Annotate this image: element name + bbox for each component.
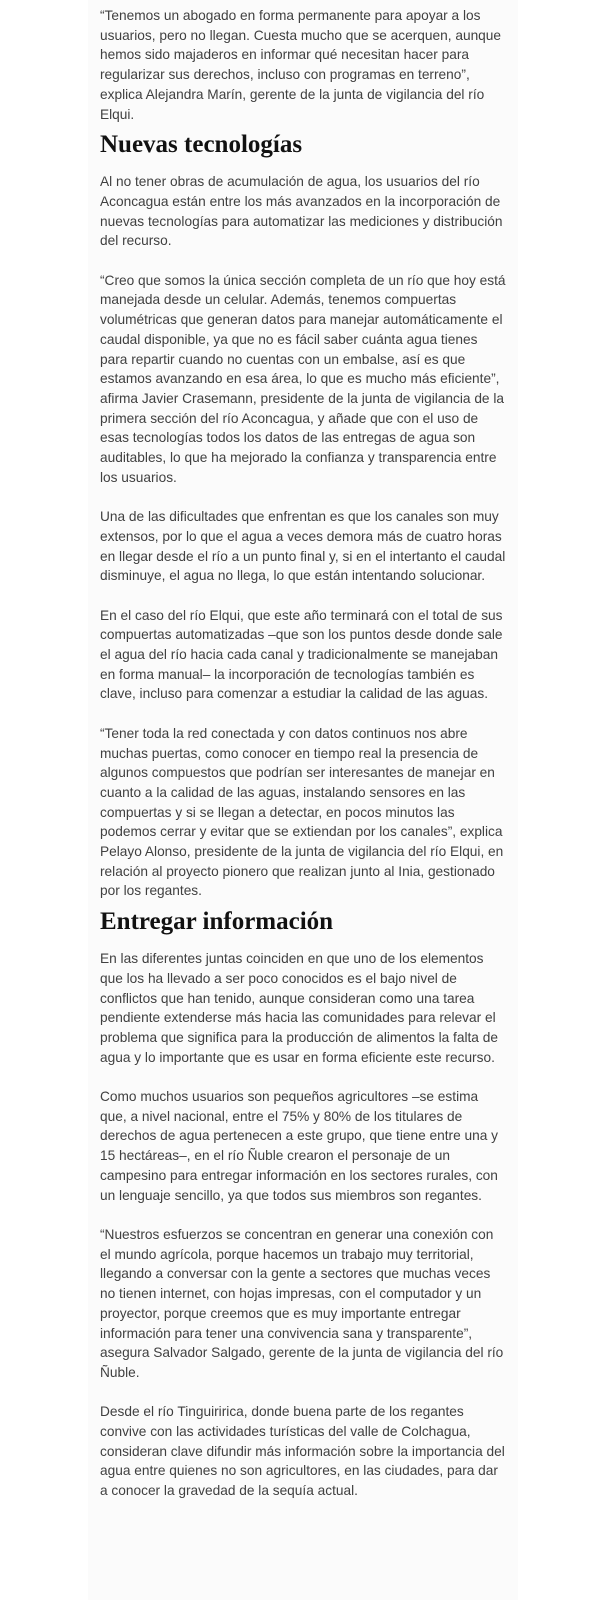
- paragraph: “Creo que somos la única sección completa de un río que hoy está manejada desde un celular. Además, tenemos compuertas volumétricas que generan datos para manejar automáticamente el caudal disponible, ya que no es fácil saber cuánta agua tienes para repartir cuando no cuentas con un embalse, así es que estamos avanzando en esa área, lo que es mucho más eficiente”, afirma Javier Crasemann, presidente de la junta de vigilancia de la primera sección del río Aconcagua, y añade que con el uso de esas tecnologías todos los datos de las entregas de agua son auditables, lo que ha mejorado la confianza y transparencia entre los usuarios.: [100, 272, 506, 485]
- paragraph: En las diferentes juntas coinciden en que uno de los elementos que los ha llevado a ser poco conocidos es el bajo nivel de conflictos que han tenido, aunque consideran como una tarea pendiente extenderse más hacia las comunidades para relevar el problema que significa para la producción de alimentos la falta de agua y lo importante que es usar en forma eficiente este recurso.: [100, 951, 498, 1065]
- paragraph-intro-quote: “Tenemos un abogado en forma permanente para apoyar a los usuarios, pero no llegan. Cuesta mucho que se acerquen, aunque hemos sido majaderos en informar qué necesitan hacer para regularizar sus derechos, incluso con programas en terreno”, explica Alejandra Marín, gerente de la junta de vigilancia del río Elqui.: [100, 8, 502, 122]
- paragraph: Al no tener obras de acumulación de agua, los usuarios del río Aconcagua están entre los más avanzados en la incorporación de nuevas tecnologías para automatizar las mediciones y distribución del recurso.: [100, 174, 503, 249]
- paragraph: En el caso del río Elqui, que este año terminará con el total de sus compuertas automatizadas –que son los puntos desde donde sale el agua del río hacia cada canal y tradicionalmente se manejaban en forma manual– la incorporación de tecnologías también es clave, incluso para comenzar a estudiar la calidad de las aguas.: [100, 607, 503, 702]
- paragraph: Una de las dificultades que enfrentan es que los canales son muy extensos, por lo que el agua a veces demora más de cuatro horas en llegar desde el río a un punto final y, si en el intertanto el caudal disminuye, el agua no llega, lo que están intentando solucionar.: [100, 509, 506, 584]
- paragraph: Como muchos usuarios son pequeños agricultores –se estima que, a nivel nacional, entre el 75% y 80% de los titulares de derechos de agua pertenecen a este grupo, que tiene entre una y 15 hectáreas–, en el río Ñuble crearon el personaje de un campesino para entregar información en los sectores rurales, con un lenguaje sencillo, ya que todos sus miembros son regantes.: [100, 1089, 498, 1203]
- paragraph: “Nuestros esfuerzos se concentran en generar una conexión con el mundo agrícola, porque hacemos un trabajo muy territorial, llegando a conversar con la gente a sectores que muchas veces no tienen internet, con hojas impresas, con el computador y un proyector, porque creemos que es muy importante entregar información para tener una convivencia sana y transparente”, asegura Salvador Salgado, gerente de la junta de vigilancia del río Ñuble.: [100, 1226, 504, 1380]
- paragraph: “Tener toda la red conectada y con datos continuos nos abre muchas puertas, como conocer en tiempo real la presencia de algunos compuestos que podrían ser interesantes de manejar en cuanto a la calidad de las aguas, instalando sensores en las compuertas y si se llegan a detectar, en pocos minutos las podemos cerrar y evitar que se extiendan por los canales”, explica Pelayo Alonso, presidente de la junta de vigilancia del río Elqui, en relación al proyecto pionero que realizan junto al Inia, gestionado por los regantes.: [100, 725, 504, 899]
- paragraph: Desde el río Tinguiririca, donde buena parte de los regantes convive con las actividades turísticas del valle de Colchagua, consideran clave difundir más información sobre la importancia del agua entre quienes no son agricultores, en las ciudades, para dar a conocer la gravedad de la sequía actual.: [100, 1404, 505, 1499]
- section-heading-nuevas-tecnologias: Nuevas tecnologías: [100, 131, 303, 159]
- section-heading-entregar-informacion: Entregar información: [100, 908, 334, 936]
- article-body: [88, 0, 518, 1600]
